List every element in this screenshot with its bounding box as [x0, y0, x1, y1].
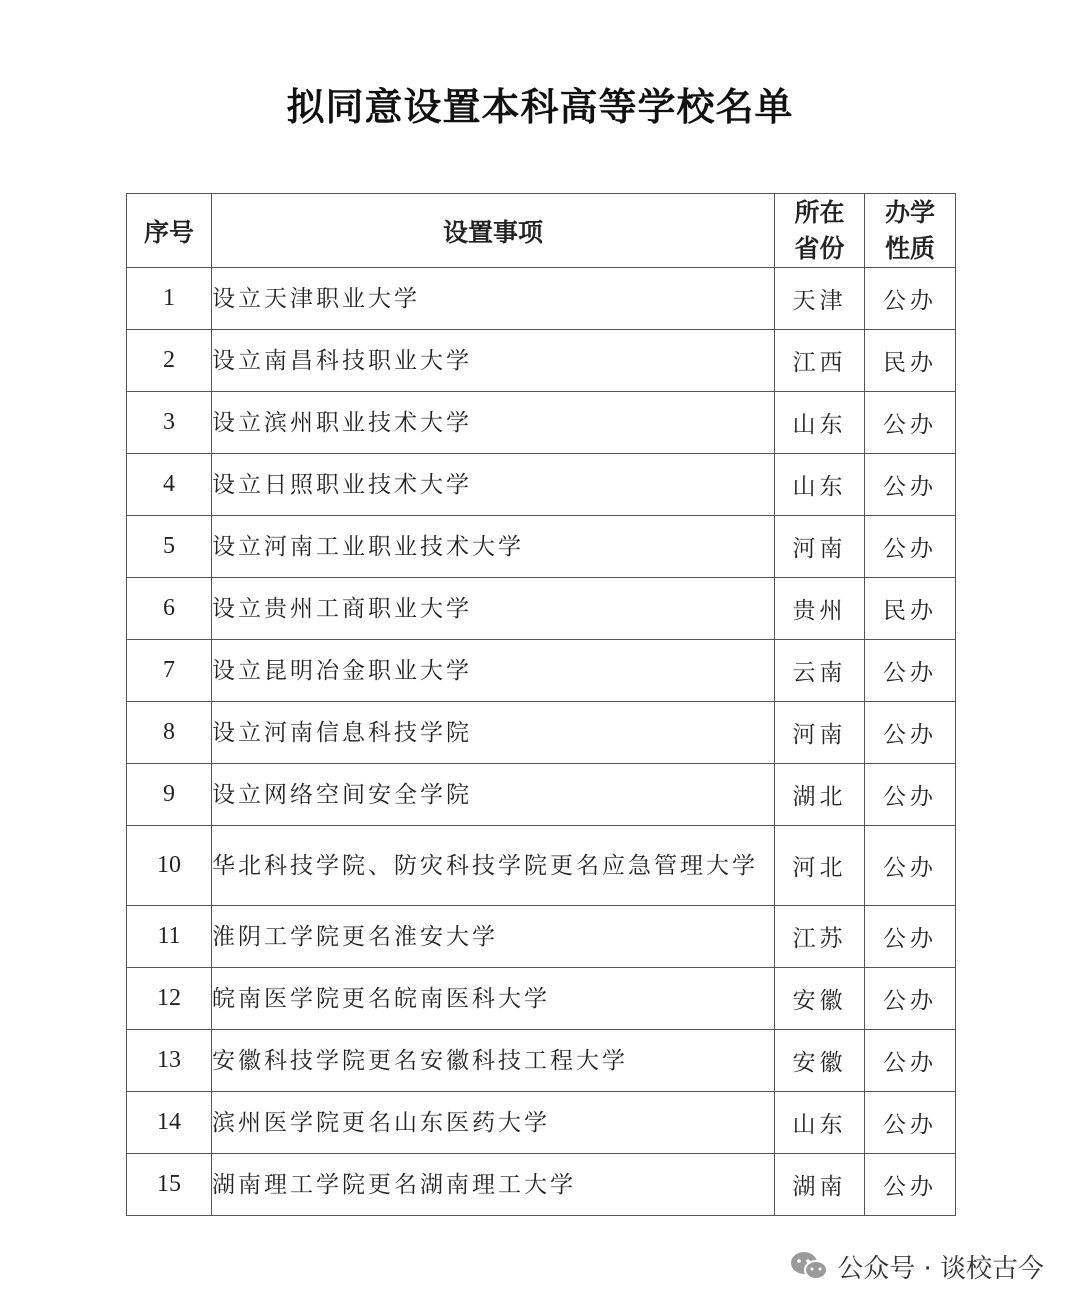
row-item: 设立滨州职业技术大学	[212, 392, 775, 454]
table-row	[127, 578, 956, 640]
header-type	[865, 194, 956, 268]
table-row	[127, 968, 956, 1030]
row-province: 湖南	[775, 1154, 865, 1216]
row-province: 贵州	[775, 578, 865, 640]
row-type: 公办	[865, 906, 956, 968]
table-row	[127, 640, 956, 702]
row-item: 皖南医学院更名皖南医科大学	[212, 968, 775, 1030]
row-province: 江苏	[775, 906, 865, 968]
row-province: 山东	[775, 392, 865, 454]
row-seq: 2	[127, 330, 212, 392]
row-seq: 11	[127, 906, 212, 968]
table-row	[127, 764, 956, 826]
header-province-line1: 所在	[794, 197, 845, 227]
row-type: 公办	[865, 1154, 956, 1216]
row-seq: 14	[127, 1092, 212, 1154]
row-item: 设立南昌科技职业大学	[212, 330, 775, 392]
row-item: 设立河南信息科技学院	[212, 702, 775, 764]
table-row	[127, 268, 956, 330]
row-item: 设立贵州工商职业大学	[212, 578, 775, 640]
row-province: 河北	[775, 826, 865, 906]
row-type: 民办	[865, 330, 956, 392]
table-row	[127, 330, 956, 392]
table-row	[127, 1154, 956, 1216]
row-province: 安徽	[775, 1030, 865, 1092]
row-item: 华北科技学院、防灾科技学院更名应急管理大学	[212, 826, 775, 906]
row-type: 公办	[865, 392, 956, 454]
row-province: 河南	[775, 516, 865, 578]
row-type: 公办	[865, 764, 956, 826]
row-seq: 6	[127, 578, 212, 640]
row-type: 公办	[865, 268, 956, 330]
header-item: 设置事项	[212, 194, 775, 268]
row-type: 公办	[865, 1092, 956, 1154]
row-province: 天津	[775, 268, 865, 330]
table-row	[127, 702, 956, 764]
row-province: 江西	[775, 330, 865, 392]
row-province: 湖北	[775, 764, 865, 826]
row-item: 淮阴工学院更名淮安大学	[212, 906, 775, 968]
row-type: 公办	[865, 968, 956, 1030]
watermark-text: 公众号 · 谈校古今	[837, 1253, 1044, 1284]
row-seq: 3	[127, 392, 212, 454]
row-seq: 8	[127, 702, 212, 764]
watermark	[789, 1246, 1044, 1286]
header-seq: 序号	[127, 194, 212, 268]
row-type: 公办	[865, 454, 956, 516]
row-province: 安徽	[775, 968, 865, 1030]
row-province: 山东	[775, 1092, 865, 1154]
row-item: 湖南理工学院更名湖南理工大学	[212, 1154, 775, 1216]
row-type: 公办	[865, 826, 956, 906]
table-header-row	[127, 194, 956, 268]
header-province	[775, 194, 865, 268]
row-seq: 5	[127, 516, 212, 578]
school-list-table	[126, 193, 956, 1216]
row-seq: 12	[127, 968, 212, 1030]
row-item: 设立天津职业大学	[212, 268, 775, 330]
table-row	[127, 1030, 956, 1092]
table-row	[127, 826, 956, 906]
row-province: 云南	[775, 640, 865, 702]
row-type: 公办	[865, 640, 956, 702]
wechat-icon	[789, 1250, 829, 1282]
row-item: 设立网络空间安全学院	[212, 764, 775, 826]
row-item: 设立昆明冶金职业大学	[212, 640, 775, 702]
row-type: 公办	[865, 1030, 956, 1092]
row-item: 滨州医学院更名山东医药大学	[212, 1092, 775, 1154]
table-row	[127, 906, 956, 968]
row-seq: 1	[127, 268, 212, 330]
row-item: 安徽科技学院更名安徽科技工程大学	[212, 1030, 775, 1092]
header-type-line1: 办学	[884, 197, 935, 227]
page-title: 拟同意设置本科高等学校名单	[286, 85, 794, 129]
row-type: 公办	[865, 516, 956, 578]
row-item: 设立日照职业技术大学	[212, 454, 775, 516]
header-type-line2: 性质	[884, 233, 935, 263]
header-province-line2: 省份	[794, 233, 845, 263]
row-seq: 10	[127, 826, 212, 906]
table-row	[127, 392, 956, 454]
row-seq: 9	[127, 764, 212, 826]
row-seq: 15	[127, 1154, 212, 1216]
row-item: 设立河南工业职业技术大学	[212, 516, 775, 578]
row-type: 民办	[865, 578, 956, 640]
row-seq: 7	[127, 640, 212, 702]
row-seq: 13	[127, 1030, 212, 1092]
table-row	[127, 516, 956, 578]
table-row	[127, 454, 956, 516]
row-province: 河南	[775, 702, 865, 764]
row-type: 公办	[865, 702, 956, 764]
row-province: 山东	[775, 454, 865, 516]
row-seq: 4	[127, 454, 212, 516]
table-row	[127, 1092, 956, 1154]
